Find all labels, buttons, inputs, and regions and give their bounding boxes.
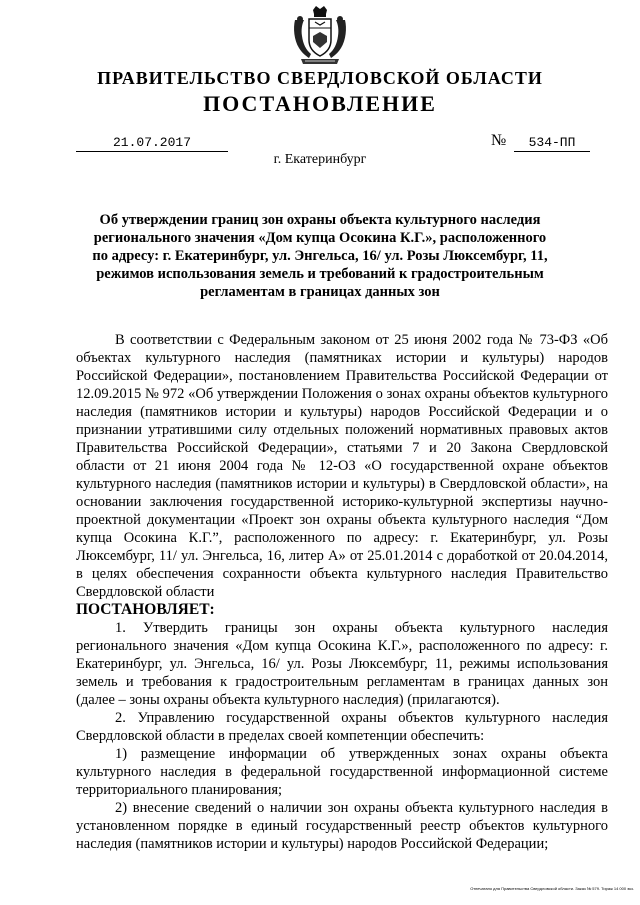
clause-paragraph: 1) размещение информации об утвержденных зонах охраны объекта культурного наследия в федеральной государственной информационной системе территориального планирования; bbox=[76, 746, 608, 798]
document-number: 534-ПП bbox=[514, 134, 590, 152]
print-note: Отпечатано для Правительства Свердловской области. Заказ № 579. Тираж 14 000 экз. bbox=[470, 886, 634, 891]
preamble-paragraph: В соответствии с Федеральным законом от 25 июня 2002 года № 73-ФЗ «Об объектах культурного наследия (памятниках истории и культуры) народов Российской Федерации», постановлением Правительства Российской Федерации от 12.09.2015 № 972 «Об утверждении Положения о зонах охраны объектов культурного наследия (памятников истории и культуры) народов Российской Федерации и о признании утратившими силу отдельных положений нормативных правовых актов Правительства Российской Федерации», статьями 7 и 20 Закона Свердловской области от 21 июня 2004 года № 12-ОЗ «О государственной охране объектов культурного наследия (памятников истории и культуры) в Свердловской области», на основании заключения государственной историко-культурной экспертизы научно-проектной документации «Проект зон охраны объекта культурного наследия “Дом купца Осокина К.Г.”, расположенного по адресу: г. Екатеринбург, ул. Розы Люксембург, 11/ ул. Энгельса, 16, литер А» от 25.01.2014 с доработкой от 20.04.2014, в целях обеспечения сохранности объекта культурного наследия Правительство Свердловской области bbox=[76, 332, 608, 600]
heading-line: Об утверждении границ зон охраны объекта культурного наследия bbox=[99, 212, 541, 228]
document-city: г. Екатеринбург bbox=[273, 152, 367, 167]
clause-paragraph: 2) внесение сведений о наличии зон охраны объекта культурного наследия в установленном порядке в единый государственный реестр объектов культурного наследия (памятников истории и культуры) народов Российской Федерации; bbox=[76, 800, 608, 852]
organization-title: ПРАВИТЕЛЬСТВО СВЕРДЛОВСКОЙ ОБЛАСТИ bbox=[97, 68, 543, 88]
document-date: 21.07.2017 bbox=[76, 134, 228, 152]
number-label: № bbox=[491, 132, 507, 149]
sverdlovsk-coat-of-arms-icon bbox=[291, 6, 349, 66]
heading-line: регламентам в границах данных зон bbox=[200, 284, 440, 300]
clause-paragraph: 2. Управлению государственной охраны объектов культурного наследия Свердловской области в пределах своей компетенции обеспечить: bbox=[76, 710, 608, 744]
document-heading bbox=[90, 211, 550, 301]
document-type: ПОСТАНОВЛЕНИЕ bbox=[203, 91, 437, 116]
decree-word: ПОСТАНОВЛЯЕТ: bbox=[76, 601, 215, 618]
heading-line: по адресу: г. Екатеринбург, ул. Энгельса, 16/ ул. Розы Люксембург, 11, bbox=[92, 248, 548, 264]
clause-paragraph: 1. Утвердить границы зон охраны объекта культурного наследия регионального значения «Дом купца Осокина К.Г.», расположенного по адресу: г. Екатеринбург, ул. Энгельса, 16/ ул. Розы Люксембург, 11, режимы использования земель и требования к градостроительным регламентам в границах данных зон (далее – зоны охраны объекта культурного наследия) (прилагаются). bbox=[76, 620, 608, 708]
heading-line: режимов использования земель и требований к градостроительным bbox=[96, 266, 544, 282]
heading-line: регионального значения «Дом купца Осокина К.Г.», расположенного bbox=[93, 230, 547, 246]
document-body bbox=[76, 331, 608, 853]
